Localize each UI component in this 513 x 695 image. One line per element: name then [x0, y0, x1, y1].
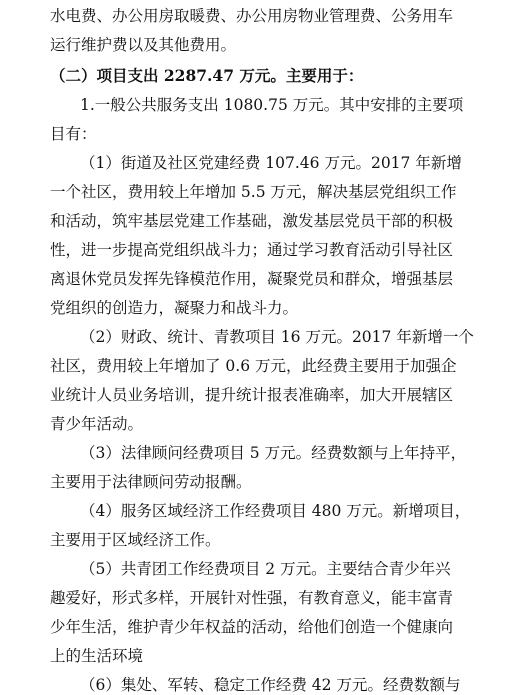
paragraph-line: 主要用于区域经济工作。 — [50, 531, 221, 549]
paragraph-line: （2）财政、统计、青教项目 16 万元。2017 年新增一个 — [80, 328, 474, 346]
paragraph-line: 青少年活动。 — [50, 415, 144, 433]
paragraph-line: 党组织的创造力，凝聚力和战斗力。 — [50, 299, 299, 317]
paragraph-line: 1.一般公共服务支出 1080.75 万元。其中安排的主要项 — [80, 96, 464, 114]
paragraph-line: 目有： — [50, 125, 97, 143]
paragraph-line: 少年生活，维护青少年权益的活动，给他们创造一个健康向 — [50, 618, 454, 636]
paragraph-line: （6）集处、军转、稳定工作经费 42 万元。经费数额与 — [80, 676, 461, 694]
paragraph-line: 离退休党员发挥先锋模范作用，凝聚党员和群众，增强基层 — [50, 270, 454, 288]
paragraph-line: 业统计人员业务培训，提升统计报表准确率，加大开展辖区 — [50, 386, 454, 404]
paragraph-line: 性，进一步提高党组织战斗力；通过学习教育活动引导社区 — [50, 241, 454, 259]
section-heading: （二）项目支出 2287.47 万元。主要用于： — [50, 66, 364, 85]
paragraph-line: （1）街道及社区党建经费 107.46 万元。2017 年新增 — [80, 154, 462, 172]
paragraph-line: 趣爱好，形式多样，开展针对性强，有教育意义，能丰富青 — [50, 589, 454, 607]
paragraph-line: 运行维护费以及其他费用。 — [50, 36, 237, 54]
paragraph-line: （4）服务区域经济工作经费项目 480 万元。新增项目， — [80, 502, 471, 520]
paragraph-line: （5）共青团工作经费项目 2 万元。主要结合青少年兴 — [80, 560, 451, 578]
paragraph-line: 上的生活环境 — [50, 647, 144, 665]
paragraph-line: 社区，费用较上年增加了 0.6 万元，此经费主要用于加强企 — [50, 357, 457, 375]
paragraph-line: 和活动，筑牢基层党建工作基础，激发基层党员干部的积极 — [50, 212, 454, 230]
paragraph-line: 一个社区，费用较上年增加 5.5 万元，解决基层党组织工作 — [50, 183, 457, 201]
paragraph-line: 水电费、办公用房取暖费、办公用房物业管理费、公务用车 — [50, 7, 454, 25]
paragraph-line: （3）法律顾问经费项目 5 万元。经费数额与上年持平， — [80, 444, 467, 462]
paragraph-line: 主要用于法律顾问劳动报酬。 — [50, 473, 252, 491]
